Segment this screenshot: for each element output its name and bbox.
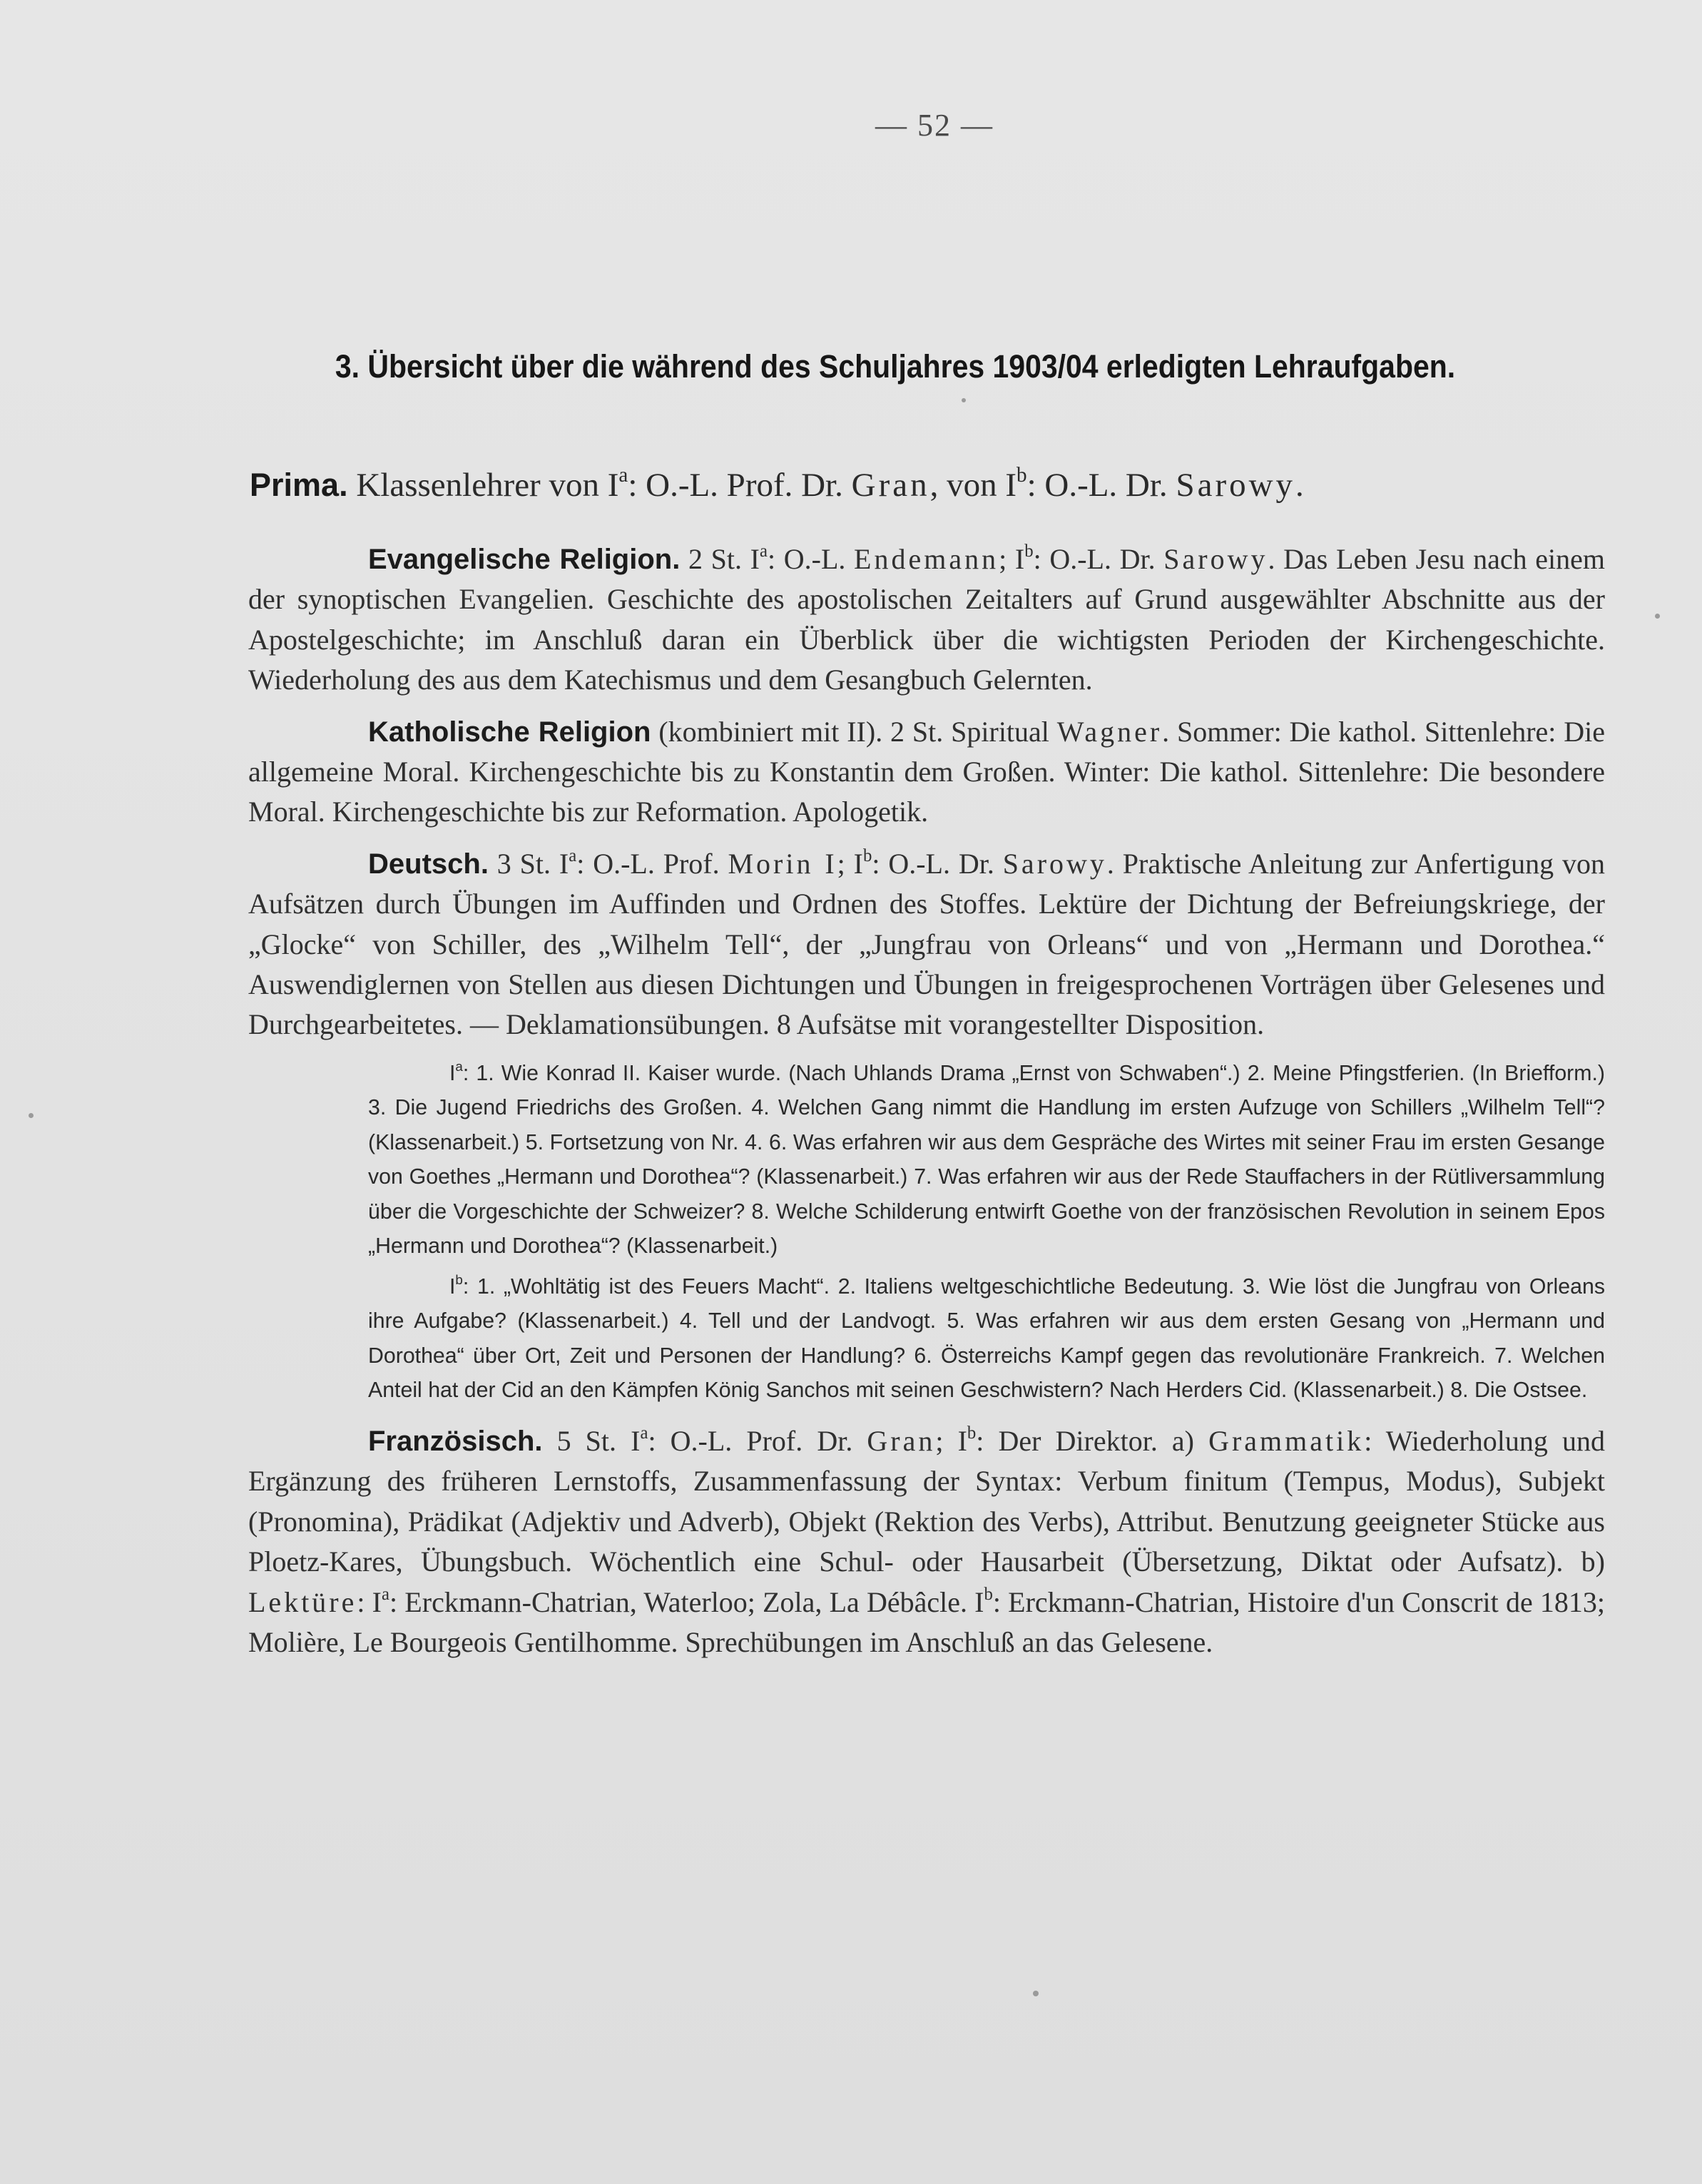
prima-sup-a: a xyxy=(618,464,628,487)
text: : O.-L. Dr. xyxy=(1033,543,1164,575)
prima-text-e: . xyxy=(1295,467,1304,504)
essay-list-ia xyxy=(368,1057,1605,1264)
section-word: Grammatik xyxy=(1208,1424,1365,1457)
paragraph-franzoesisch xyxy=(248,1421,1605,1662)
paragraph-deutsch xyxy=(248,844,1605,1045)
text: . Praktische Anleitung zur Anfertigung von Aufsätzen durch Übungen im Auffinden und Ordnen des Stoffes. Lektüre der Dichtung der Befreiungskriege, der „Glocke“ von Schiller, des „Wilhelm Tell“, der „Jungfrau von Orleans“ und von „Hermann und Dorothea.“ Auswendiglernen von Stellen aus diesen Dichtungen und Übungen in freigesprochenen Vorträgen über Gelesenes und Durchgearbeitetes. — Deklamationsübungen. 8 Aufsätse mit vorangestellter Disposition. xyxy=(248,847,1605,1041)
teacher-name: Morin I xyxy=(728,847,837,880)
text: : O.-L. Dr. xyxy=(872,847,1003,880)
superscript: b xyxy=(1024,542,1034,562)
text: : Erckmann-Chatrian, Histoire d'un Conscrit de 1813; Molière, Le Bourgeois Gentilhomme. Sprechübungen im Anschluß an das Gelesene. xyxy=(248,1585,1605,1658)
superscript: a xyxy=(455,1058,463,1074)
text: 2 St. I xyxy=(680,543,760,575)
teacher-name: Wagner xyxy=(1056,715,1163,748)
text: ; I xyxy=(999,543,1025,575)
prima-sup-b: b xyxy=(1016,464,1027,487)
text: . Das Leben Jesu nach einem der synoptischen Evangelien. Geschichte des apostolischen Zeitalters auf Grund ausgewählter Abschnitte aus der Apostelgeschichte; im Anschluß daran ein Überblick über die wichtigsten Perioden der Kirchengeschichte. Wiederholung des aus dem Katechismus und dem Gesangbuch Gelernten. xyxy=(248,543,1606,696)
text: ; I xyxy=(837,847,863,880)
teacher-name: Sarowy xyxy=(1002,847,1107,880)
class-label: I xyxy=(449,1274,456,1299)
paragraph-evangelische-religion xyxy=(248,539,1605,701)
text: : Erckmann-Chatrian, Waterloo; Zola, La Débâcle. I xyxy=(389,1585,984,1618)
text: : O.-L. xyxy=(767,543,855,575)
label-franzoesisch: Französisch. xyxy=(368,1425,543,1457)
text: : Wiederholung und Ergänzung des früheren Lernstoffs, Zusammenfassung der Syntax: Verbum finitum (Tempus, Modus), Subjekt (Pronomina), Prädikat (Adjektiv und Adverb), Objekt (Rektion des Verbs), Attribut. Benutzung geeigneter Stücke aus Ploetz-Kares, Übungsbuch. Wöchentlich eine Schul- oder Hausarbeit (Übersetzung, Diktat oder Aufsatz). b) xyxy=(248,1424,1605,1578)
text: 5 St. I xyxy=(542,1424,641,1457)
essay-list-ib xyxy=(368,1270,1605,1408)
scan-speck xyxy=(29,1113,34,1118)
text: : Der Direktor. a) xyxy=(976,1424,1209,1457)
page-number: — 52 — xyxy=(875,108,994,143)
teacher-name: Gran xyxy=(867,1424,936,1457)
paragraph-katholische-religion xyxy=(248,712,1605,833)
text: : O.-L. Prof. xyxy=(576,847,728,880)
scan-speck xyxy=(1655,614,1660,619)
prima-text-a: Klassenlehrer von I xyxy=(356,467,619,504)
prima-text-b: : O.-L. Prof. Dr. xyxy=(628,467,843,504)
class-label: I xyxy=(449,1061,456,1085)
essay-topics: : 1. „Wohltätig ist des Feuers Macht“. 2. Italiens weltgeschichtliche Bedeutung. 3. Wie löst die Jungfrau von Orleans ihre Aufgabe? (Klassenarbeit.) 4. Tell und der Landvogt. 5. Was erfahren wir aus dem ersten Gesang von „Hermann und Dorothea“ über Ort, Zeit und Personen der Handlung? 6. Österreichs Kampf gegen das revolutionäre Frankreich. 7. Welchen Anteil hat der Cid an den Kämpfen König Sanchos mit seinen Geschwistern? Nach Herders Cid. (Klassenarbeit.) 8. Die Ostsee. xyxy=(368,1274,1605,1403)
prima-name-b: Sarowy xyxy=(1176,467,1296,504)
label-deutsch: Deutsch. xyxy=(368,848,489,880)
teacher-name: Sarowy xyxy=(1163,543,1268,575)
label-katholische-religion: Katholische Religion xyxy=(368,716,651,748)
prima-label: Prima. xyxy=(250,467,348,503)
prima-name-a: Gran xyxy=(851,467,930,504)
text: 3 St. I xyxy=(488,847,569,880)
text: : O.-L. Prof. Dr. xyxy=(648,1424,867,1457)
text: . Sommer: Die kathol. Sittenlehre: Die allgemeine Moral. Kirchengeschichte bis zu Konstantin dem Großen. Winter: Die kathol. Sittenlehre: Die besondere Moral. Kirchengeschichte bis zur Reformation. Apologetik. xyxy=(248,715,1605,828)
section-word: Lektüre xyxy=(248,1585,357,1618)
prima-text-d: : O.-L. Dr. xyxy=(1026,467,1168,504)
scan-speck xyxy=(1033,1991,1039,1996)
superscript: b xyxy=(455,1271,463,1287)
label-evangelische-religion: Evangelische Religion. xyxy=(368,544,681,575)
teacher-name: Endemann xyxy=(854,543,999,575)
text: (kombiniert mit II). 2 St. Spiritual xyxy=(651,715,1057,748)
prima-text-c: , von I xyxy=(929,467,1016,504)
text: ; I xyxy=(935,1424,967,1457)
body-text xyxy=(248,539,1605,1674)
superscript: a xyxy=(640,1423,648,1443)
scan-speck xyxy=(962,398,966,402)
prima-line xyxy=(250,464,1605,507)
superscript: b xyxy=(984,1584,993,1604)
superscript: a xyxy=(382,1584,390,1604)
superscript: a xyxy=(759,542,768,562)
essay-topics: : 1. Wie Konrad II. Kaiser wurde. (Nach Uhlands Drama „Ernst von Schwaben“.) 2. Meine Pfingstferien. (In Briefform.) 3. Die Jugend Friedrichs des Großen. 4. Welchen Gang nimmt die Handlung im ersten Aufzuge von Schillers „Wilhelm Tell“? (Klassenarbeit.) 5. Fortsetzung von Nr. 4. 6. Was erfahren wir aus dem Gespräche des Wirtes mit seiner Frau im ersten Gesange von Goethes „Hermann und Dorothea“? (Klassenarbeit.) 7. Was erfahren wir aus der Rede Stauffachers in der Rütliversammlung über die Vorgeschichte der Schweizer? 8. Welche Schilderung entwirft Goethe von der französischen Revolution in seinem Epos „Hermann und Dorothea“? (Klassenarbeit.) xyxy=(368,1061,1605,1259)
text: : I xyxy=(357,1585,382,1618)
superscript: b xyxy=(862,846,872,866)
superscript: a xyxy=(569,846,577,866)
section-heading: 3. Übersicht über die während des Schuljahres 1903/04 erledigten Lehraufgaben. xyxy=(335,348,1456,385)
superscript: b xyxy=(967,1423,977,1443)
